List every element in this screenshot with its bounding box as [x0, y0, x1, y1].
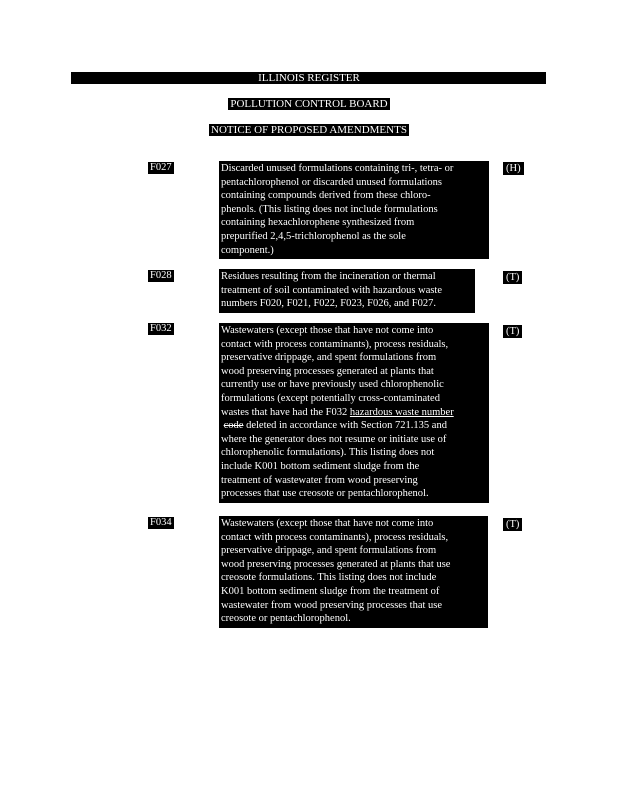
- description-line: creosote or pentachlorophenol.: [221, 613, 351, 625]
- description-line: currently use or have previously used chlorophenolic: [221, 379, 444, 391]
- hazard-code-f032: (T): [503, 325, 522, 338]
- description-f034: [219, 516, 488, 628]
- description-line: wastewater from wood preserving processes that use: [221, 599, 443, 611]
- description-line: component.): [221, 244, 274, 256]
- description-line: containing hexachlorophene synthesized from: [221, 217, 415, 229]
- line-text: deleted in accordance with Section 721.135 and: [243, 420, 447, 432]
- description-line: Discarded unused formulations containing tri-, tetra- or: [221, 163, 454, 174]
- description-f027: [219, 161, 489, 259]
- board-title: POLLUTION CONTROL BOARD: [230, 98, 388, 110]
- description-line: preservative drippage, and spent formulations from: [221, 545, 437, 557]
- description-line: phenols. (This listing does not include formulations: [221, 203, 438, 215]
- description-line: include K001 bottom sediment sludge from the: [221, 460, 420, 472]
- description-line: Wastewaters (except those that have not come into: [221, 325, 434, 336]
- description-line: pentachlorophenol or discarded unused formulations: [221, 176, 443, 188]
- description-line: processes that use creosote or pentachlorophenol.: [221, 488, 429, 500]
- description-line: creosote formulations. This listing does not include: [221, 572, 437, 584]
- description-line: prepurified 2,4,5-trichlorophenol as the sole: [221, 230, 406, 242]
- description-line: where the generator does not resume or initiate use of: [221, 433, 447, 445]
- description-line: numbers F020, F021, F022, F023, F026, and F027.: [221, 298, 436, 310]
- description-line: treatment of wastewater from wood preserving: [221, 474, 418, 486]
- description-line: preservative drippage, and spent formulations from: [221, 352, 437, 364]
- hazard-code-f027: (H): [503, 162, 524, 175]
- hazard-code-f034: (T): [503, 518, 522, 531]
- waste-code-f034: F034: [150, 517, 172, 528]
- description-line: Wastewaters (except those that have not come into: [221, 518, 434, 529]
- description-f028: [219, 269, 475, 313]
- description-line: chlorophenolic formulations). This listing does not: [221, 447, 435, 459]
- register-title: ILLINOIS REGISTER: [0, 72, 618, 84]
- description-line: containing compounds derived from these chloro-: [221, 190, 431, 202]
- description-line: formulations (except potentially cross-contaminated: [221, 392, 440, 404]
- waste-code-f028: F028: [150, 270, 172, 281]
- waste-code-f027: F027: [150, 162, 172, 173]
- description-line: treatment of soil contaminated with hazardous waste: [221, 284, 443, 296]
- description-line: Residues resulting from the incineration or thermal: [221, 271, 436, 282]
- struck-deletion: code: [223, 420, 244, 432]
- description-line: [221, 406, 487, 420]
- description-line: contact with process contaminants), process residuals,: [221, 531, 449, 543]
- description-f032: [219, 323, 489, 503]
- description-line: [221, 419, 487, 433]
- description-line: wood preserving processes generated at plants that: [221, 365, 434, 377]
- description-line: contact with process contaminants), process residuals,: [221, 338, 449, 350]
- waste-code-f032: F032: [150, 323, 172, 334]
- description-line: wood preserving processes generated at plants that use: [221, 558, 451, 570]
- hazard-code-f028: (T): [503, 271, 522, 284]
- notice-title: NOTICE OF PROPOSED AMENDMENTS: [211, 124, 407, 136]
- line-text: wastes that have had the F032: [221, 406, 350, 418]
- underlined-insertion: hazardous waste number: [349, 406, 454, 418]
- description-line: K001 bottom sediment sludge from the treatment of: [221, 585, 440, 597]
